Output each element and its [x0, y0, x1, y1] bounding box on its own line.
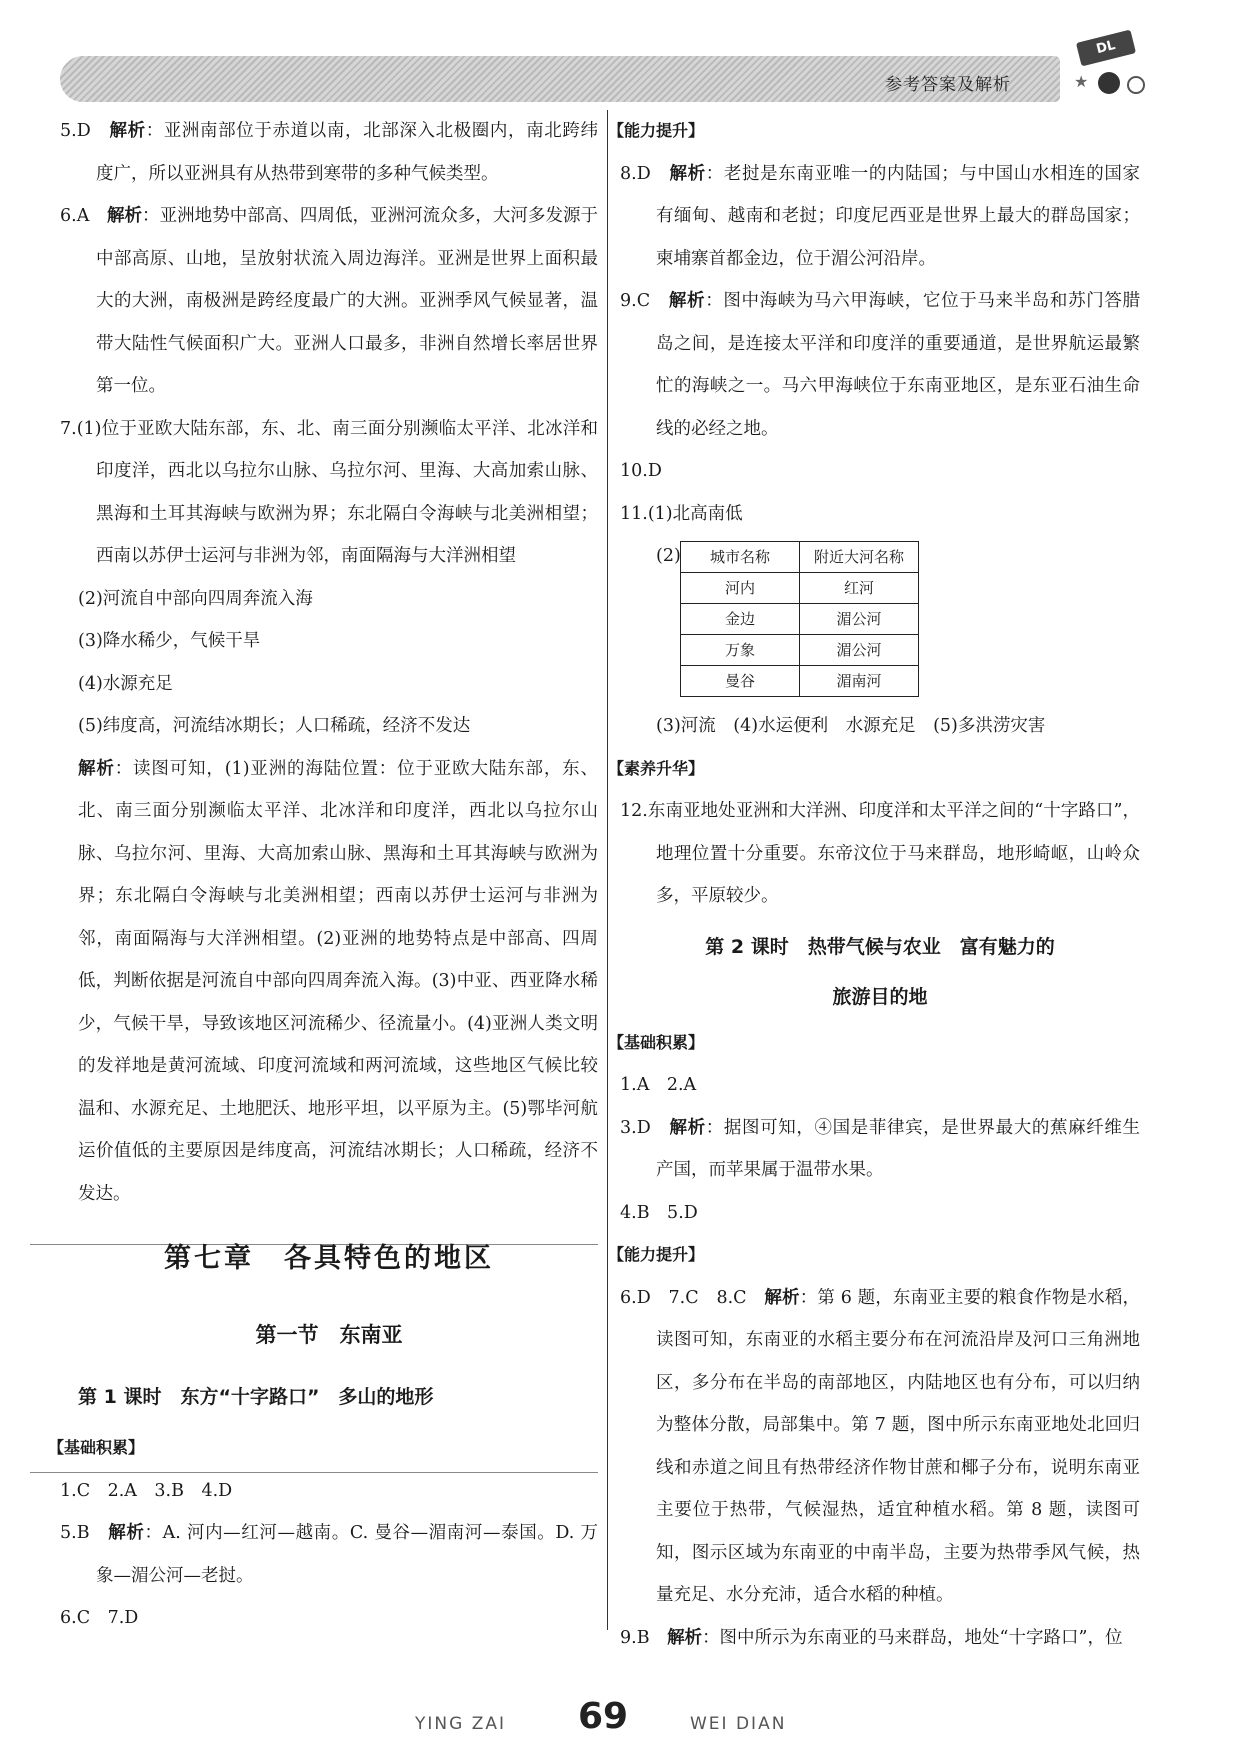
basic-heading-2: 【基础积累】 — [608, 1032, 705, 1052]
page-number: 69 — [578, 1696, 629, 1737]
basic-heading: 【基础积累】 — [48, 1438, 145, 1457]
answers-4-5: 4.B 5.D — [620, 1202, 698, 1223]
answer-q5: 5.D 解析：亚洲南部位于赤道以南，北部深入北极圈内，南北跨纬度广，所以亚洲具有从热带到寒带的多种气候类型。 — [60, 121, 599, 184]
answer-q11-1: 11.(1)北高南低 — [620, 503, 743, 524]
answer-q8: 8.D 解析：老挝是东南亚唯一的内陆国；与中国山水相连的国家有缅甸、越南和老挝；印度尼西亚是世界上最大的群岛国家；柬埔寨首都金边，位于湄公河沿岸。 — [620, 163, 1141, 269]
answers-6-7: 6.C 7.D — [60, 1608, 139, 1628]
chapter-title: 第七章 各具特色的地区 — [164, 1243, 494, 1274]
table-cell: 曼谷 — [681, 666, 800, 697]
answer-q6-8: 6.D 7.C 8.C 解析：第 6 题，东南亚主要的粮食作物是水稻，读图可知，东南亚的水稻主要分布在河流沿岸及河口三角洲地区，多分布在半岛的南部地区，内陆地区也有分布，可以归纳为整体分散，局部集中。第 7 题，图中所示东南亚地处北回归线和赤道之间且有热带经济作物甘蔗和椰子分布，说明东南亚主要位于热带，气候湿热，适宜种植水稻。第 8 题，读图可知，图示区域为东南亚的中南半岛，主要为热带季风气候，热量充足、水分充沛，适合水稻的种植。 — [620, 1287, 1141, 1605]
star-icon: ★ — [1074, 72, 1089, 91]
table-cell: 万象 — [681, 635, 800, 666]
answer-q11-rest: (3)河流 (4)水运便利 水源充足 (5)多洪涝灾害 — [656, 716, 1046, 736]
table-cell: 红河 — [800, 573, 919, 604]
footer-right-word: WEI DIAN — [690, 1714, 787, 1734]
answer-q3: 3.D 解析：据图可知，④国是菲律宾，是世界最大的蕉麻纤维生产国，而苹果属于温带水果。 — [620, 1117, 1141, 1180]
river-table — [680, 541, 919, 697]
answer-q12: 12.东南亚地处亚洲和大洋洲、印度洋和太平洋之间的“十字路口”，地理位置十分重要。东帝汶位于马来群岛，地形崎岖，山岭众多，平原较少。 — [620, 801, 1140, 906]
table-row — [681, 573, 919, 604]
section-title: 第一节 东南亚 — [255, 1323, 403, 1347]
table-header: 城市名称 — [681, 542, 800, 573]
dl-logo: DL — [1076, 30, 1136, 67]
ball-icon — [1098, 72, 1120, 94]
answers-1-2: 1.A 2.A — [620, 1075, 697, 1095]
right-column — [608, 110, 1141, 1659]
ability-heading-2: 【能力提升】 — [608, 1245, 705, 1264]
answer-q6: 6.A 解析：亚洲地势中部高、四周低，亚洲河流众多，大河多发源于中部高原、山地，呈放射状流入周边海洋。亚洲是世界上面积最大的大洲，南极洲是跨经度最广的大洲。亚洲季风气候显著，温带大陆性气候面积广大。亚洲人口最多，非洲自然增长率居世界第一位。 — [60, 206, 599, 396]
lesson-2-title-cont: 旅游目的地 — [832, 985, 928, 1008]
answer-q7-4: (4)水源充足 — [78, 673, 173, 694]
answer-q10: 10.D — [620, 461, 662, 481]
ability-heading: 【能力提升】 — [608, 121, 705, 140]
answer-q9: 9.C 解析：图中海峡为马六甲海峡，它位于马来半岛和苏门答腊岛之间，是连接太平洋和印度洋的重要通道，是世界航运最繁忙的海峡之一。马六甲海峡位于东南亚地区，是东亚石油生命线的必经之地。 — [620, 291, 1141, 439]
table-row — [681, 635, 919, 666]
analysis-q7: 解析：读图可知，(1)亚洲的海陆位置：位于亚欧大陆东部，东、北、南三面分别濒临太平洋、北冰洋和印度洋，西北以乌拉尔山脉、乌拉尔河、里海、大高加索山脉、黑海和土耳其海峡与欧洲为界；东北隔白令海峡与北美洲相望；西南以苏伊士运河与非洲为邻，南面隔海与大洋洲相望。(2)亚洲的地势特点是中部高、四周低，判断依据是河流自中部向四周奔流入海。(3)中亚、西亚降水稀少，气候干旱，导致该地区河流稀少、径流量小。(4)亚洲人类文明的发祥地是黄河流域、印度河流域和两河流域，这些地区气候比较温和、水源充足、土地肥沃、地形平坦，以平原为主。(5)鄂毕河航运价值低的主要原因是纬度高，河流结冰期长；人口稀疏，经济不发达。 — [78, 758, 598, 1204]
left-column — [48, 110, 599, 1640]
ring-icon — [1127, 76, 1145, 94]
answer-q7-2: (2)河流自中部向四周奔流入海 — [78, 588, 313, 609]
literacy-heading: 【素养升华】 — [608, 758, 705, 778]
table-row — [681, 666, 919, 697]
header-title: 参考答案及解析 — [885, 75, 1011, 95]
table-cell: 湄公河 — [800, 604, 919, 635]
lesson-1-title: 第 1 课时 东方“十字路口” 多山的地形 — [78, 1386, 434, 1408]
table-cell: 河内 — [681, 573, 800, 604]
table-header-row — [681, 542, 919, 573]
table-cell: 金边 — [681, 604, 800, 635]
q11-2-label: (2) — [656, 546, 681, 566]
answer-q11-2 — [620, 541, 1140, 697]
table-cell: 湄公河 — [800, 635, 919, 666]
answer-q7-3: (3)降水稀少，气候干旱 — [78, 631, 261, 651]
answer-q5b: 5.B 解析：A. 河内—红河—越南。C. 曼谷—湄南河—泰国。D. 万象—湄公河—老挝。 — [60, 1523, 599, 1586]
table-row — [681, 604, 919, 635]
footer-left-word: YING ZAI — [415, 1714, 506, 1734]
table-cell: 湄南河 — [800, 666, 919, 697]
lesson-2-title: 第 2 课时 热带气候与农业 富有魅力的 — [705, 935, 1055, 958]
column-divider — [607, 110, 608, 1630]
answer-q7-5: (5)纬度高，河流结冰期长；人口稀疏，经济不发达 — [78, 716, 471, 736]
answer-q9b: 9.B 解析：图中所示为东南亚的马来群岛，地处“十字路口”，位 — [620, 1627, 1123, 1648]
table-header: 附近大河名称 — [800, 542, 919, 573]
answers-1-4: 1.C 2.A 3.B 4.D — [60, 1480, 233, 1501]
answer-q7-1: 7.(1)位于亚欧大陆东部，东、北、南三面分别濒临太平洋、北冰洋和印度洋，西北以乌拉尔山脉、乌拉尔河、里海、大高加索山脉、黑海和土耳其海峡与欧洲为界；东北隔白令海峡与北美洲相望；西南以苏伊士运河与非洲为邻，南面隔海与大洋洲相望 — [60, 418, 598, 566]
